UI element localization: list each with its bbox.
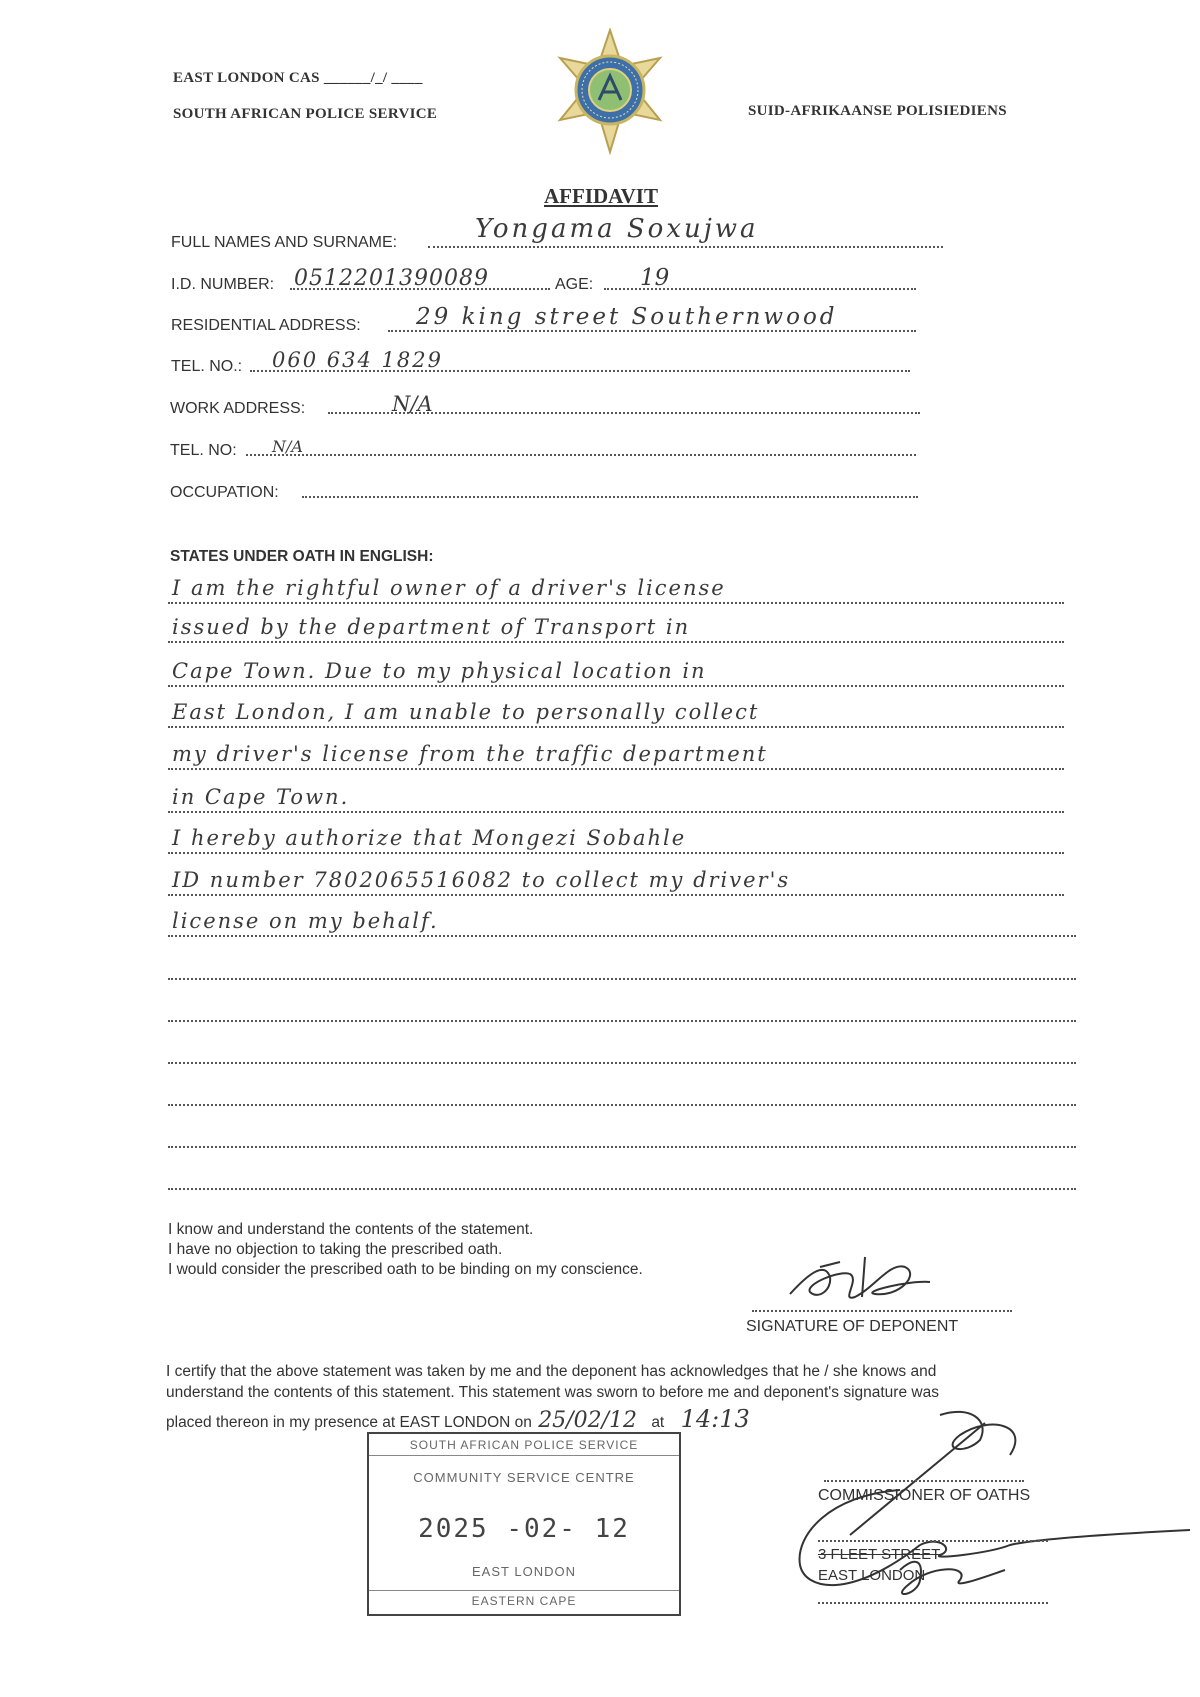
work-tel-line <box>246 454 916 456</box>
full-names-value: Yongama Soxujwa <box>475 214 759 244</box>
commissioner-line-2 <box>818 1540 1048 1542</box>
statement-line-text: license on my behalf. <box>172 909 439 933</box>
certification-time: 14:13 <box>680 1405 750 1433</box>
work-tel-value: N/A <box>272 437 303 456</box>
full-names-line <box>428 246 943 248</box>
saps-logo <box>550 28 670 158</box>
deponent-signature-label: SIGNATURE OF DEPONENT <box>746 1318 959 1335</box>
stamp-date: 2025 -02- 12 <box>418 1514 630 1544</box>
statement-heading: STATES UNDER OATH IN ENGLISH: <box>170 548 434 565</box>
statement-line <box>168 1158 1076 1190</box>
occupation-label: OCCUPATION: <box>170 484 279 501</box>
statement-line <box>168 822 1064 854</box>
statement-line-text: ID number 7802065516082 to collect my driver's <box>172 868 791 892</box>
statement-line <box>168 948 1076 980</box>
statement-line-text: issued by the department of Transport in <box>172 615 691 639</box>
certification-line-1: I certify that the above statement was taken by me and the deponent has acknowledges that he / she knows and <box>166 1363 937 1380</box>
statement-line-text: I hereby authorize that Mongezi Sobahle <box>172 826 687 850</box>
age-value: 19 <box>640 265 670 291</box>
commissioner-address-2: EAST LONDON <box>818 1567 926 1584</box>
statement-line <box>168 864 1064 896</box>
occupation-line <box>302 496 918 498</box>
stamp-bottom: EASTERN CAPE <box>369 1590 679 1608</box>
certification-line-3 <box>166 1405 750 1433</box>
id-number-label: I.D. NUMBER: <box>171 276 275 293</box>
commissioner-label: COMMISSIONER OF OATHS <box>818 1487 1031 1504</box>
cas-line <box>173 70 423 87</box>
statement-line-text: my driver's license from the traffic department <box>172 742 768 766</box>
statement-line <box>168 611 1064 643</box>
statement-line <box>168 1032 1076 1064</box>
certification-date: 25/02/12 <box>538 1408 637 1433</box>
tel-label: TEL. NO.: <box>171 358 243 375</box>
commissioner-signature <box>790 1395 1200 1625</box>
statement-line <box>168 990 1076 1022</box>
statement-line-text: Cape Town. Due to my physical location in <box>172 659 707 683</box>
stamp-line-2: COMMUNITY SERVICE CENTRE <box>413 1470 635 1485</box>
age-label: AGE: <box>555 276 594 293</box>
commissioner-line <box>824 1480 1024 1482</box>
declaration-line: I have no objection to taking the prescribed oath. <box>168 1241 503 1258</box>
work-tel-label: TEL. NO: <box>170 442 237 459</box>
statement-line <box>168 696 1064 728</box>
police-stamp <box>367 1432 681 1616</box>
org-afrikaans: SUID-AFRIKAANSE POLISIEDIENS <box>748 103 1007 119</box>
statement-line-text: I am the rightful owner of a driver's license <box>172 576 726 600</box>
certification-at-label: at <box>651 1414 665 1431</box>
statement-line <box>168 572 1064 604</box>
declaration-line: I would consider the prescribed oath to be binding on my conscience. <box>168 1261 643 1278</box>
deponent-signature <box>780 1252 940 1312</box>
page-title: AFFIDAVIT <box>544 184 658 208</box>
cas-blank: ______/_/ ____ <box>323 70 423 86</box>
statement-line <box>168 1116 1076 1148</box>
residential-address-label: RESIDENTIAL ADDRESS: <box>171 317 361 334</box>
statement-line <box>168 655 1064 687</box>
statement-line <box>168 905 1076 937</box>
id-number-value: 0512201390089 <box>294 266 489 291</box>
deponent-signature-line <box>752 1310 1012 1312</box>
declaration-line: I know and understand the contents of the statement. <box>168 1221 534 1238</box>
commissioner-address-1: 3 FLEET STREET <box>818 1546 941 1563</box>
cas-label: EAST LONDON CAS <box>173 70 320 86</box>
work-address-value: N/A <box>392 392 433 416</box>
stamp-line-4: EAST LONDON <box>472 1564 576 1579</box>
residential-address-value: 29 king street Southernwood <box>416 304 838 330</box>
statement-line <box>168 1074 1076 1106</box>
statement-line-text: East London, I am unable to personally collect <box>172 700 760 724</box>
org-english: SOUTH AFRICAN POLICE SERVICE <box>173 106 438 122</box>
residential-address-line <box>388 330 916 332</box>
statement-line-text: in Cape Town. <box>172 785 350 809</box>
certification-line-3-prefix: placed thereon in my presence at EAST LONDON on <box>166 1414 532 1431</box>
statement-line <box>168 781 1064 813</box>
full-names-label: FULL NAMES AND SURNAME: <box>171 234 398 251</box>
statement-line <box>168 738 1064 770</box>
certification-line-2: understand the contents of this statement. This statement was sworn to before me and deponent's signature was <box>166 1384 939 1401</box>
stamp-top: SOUTH AFRICAN POLICE SERVICE <box>369 1438 679 1456</box>
tel-value: 060 634 1829 <box>272 348 443 372</box>
work-address-label: WORK ADDRESS: <box>170 400 306 417</box>
commissioner-line-3 <box>818 1602 1048 1604</box>
